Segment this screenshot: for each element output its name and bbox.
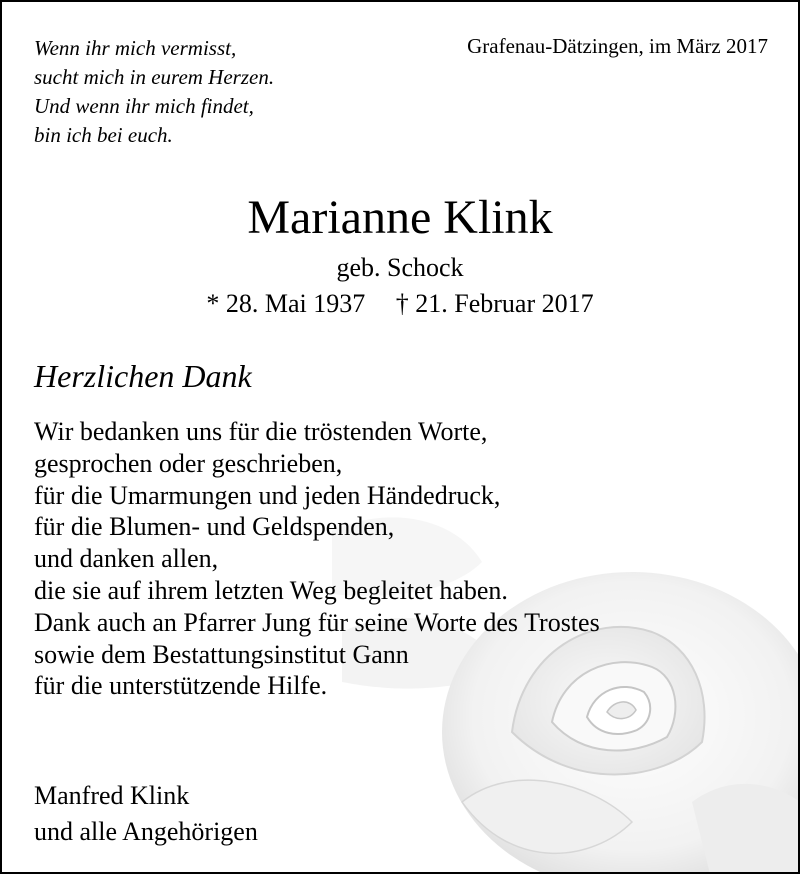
thanks-heading: Herzlichen Dank bbox=[34, 358, 252, 394]
thanks-message bbox=[34, 416, 600, 702]
birth-name: geb. Schock bbox=[336, 253, 464, 282]
message-line: Dank auch an Pfarrer Jung für seine Worte des Trostes bbox=[34, 607, 600, 637]
message-line: die sie auf ihrem letzten Weg begleitet haben. bbox=[34, 575, 508, 605]
message-line: und danken allen, bbox=[34, 544, 219, 574]
verse-line: sucht mich in eurem Herzen. bbox=[34, 65, 275, 89]
message-line: sowie dem Bestattungsinstitut Gann bbox=[34, 639, 409, 669]
message-line: Wir bedanken uns für die tröstenden Worte, bbox=[34, 417, 488, 446]
message-line: für die Umarmungen und jeden Händedruck, bbox=[34, 480, 501, 510]
death-date: † 21. Februar 2017 bbox=[395, 289, 594, 318]
message-line: für die Blumen- und Geldspenden, bbox=[34, 512, 395, 542]
verse-line: Wenn ihr mich vermisst, bbox=[34, 36, 237, 60]
message-line: gesprochen oder geschrieben, bbox=[34, 448, 343, 478]
place-and-date: Grafenau-Dätzingen, im März 2017 bbox=[467, 34, 768, 58]
signature-line: Manfred Klink bbox=[34, 781, 190, 810]
signature bbox=[34, 778, 258, 850]
signature-line: und alle Angehörigen bbox=[34, 817, 258, 846]
message-line: für die unterstützende Hilfe. bbox=[34, 671, 328, 701]
verse-line: bin ich bei euch. bbox=[34, 123, 173, 147]
deceased-name: Marianne Klink bbox=[247, 191, 553, 244]
memorial-verse bbox=[34, 34, 274, 150]
verse-line: Und wenn ihr mich findet, bbox=[34, 94, 254, 118]
life-dates bbox=[2, 286, 798, 322]
birth-date: * 28. Mai 1937 bbox=[206, 289, 366, 318]
